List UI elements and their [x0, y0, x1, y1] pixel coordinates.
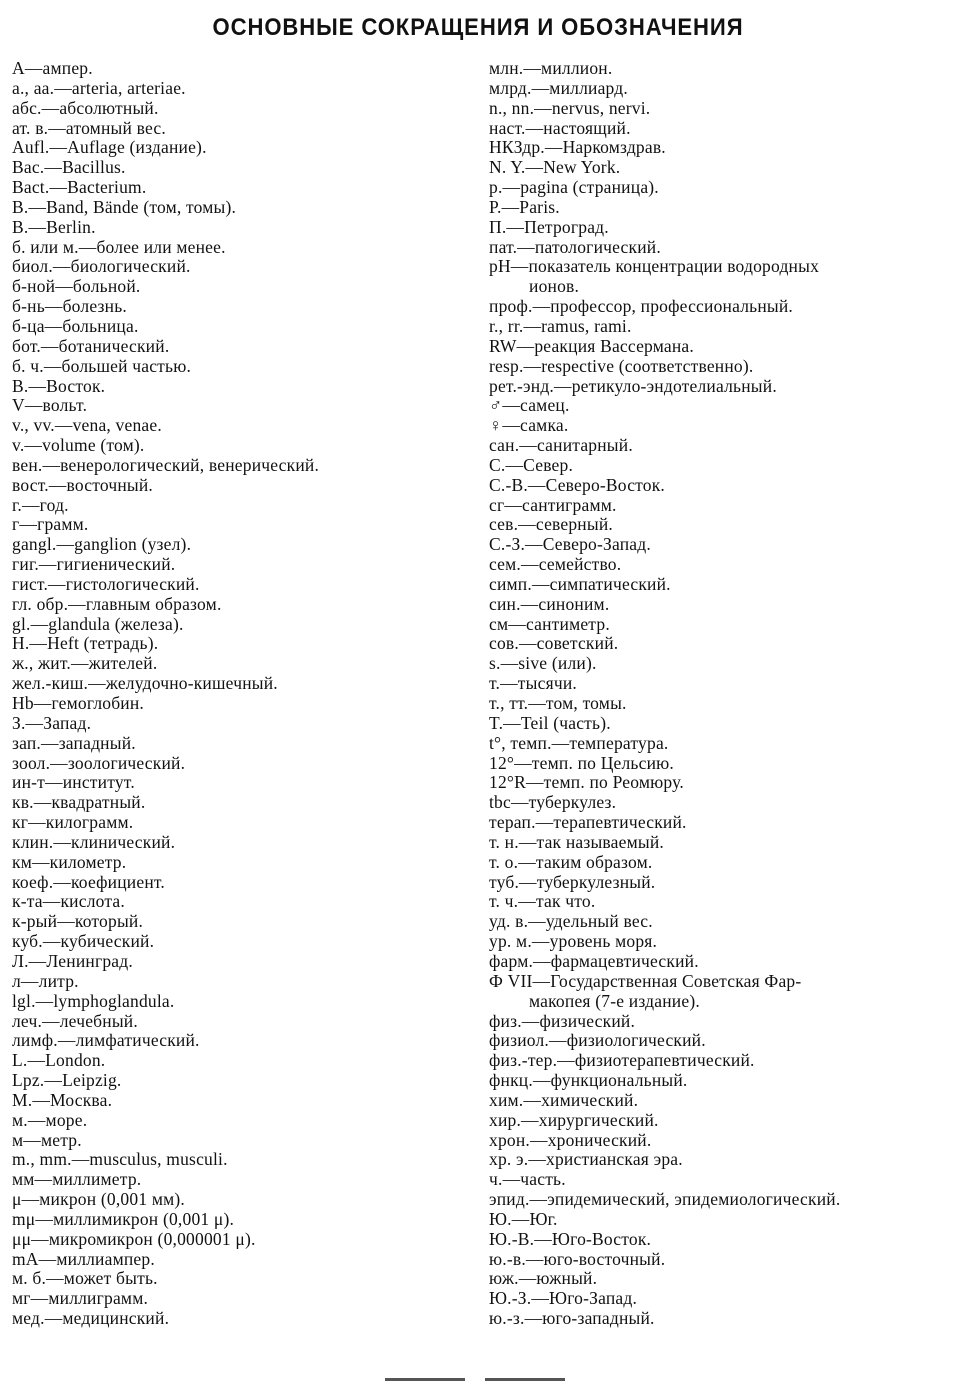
- abbreviation-entry: абс.—абсолютный.: [12, 97, 159, 118]
- abbreviation-entry: М.—Москва.: [12, 1089, 113, 1110]
- abbreviation-entry: ю.-в.—юго-восточный.: [489, 1248, 666, 1269]
- abbreviation-entry: 12°—темп. по Цельсию.: [489, 752, 674, 773]
- abbreviation-entry: сан.—санитарный.: [489, 435, 633, 456]
- abbreviation-entry: С.-В.—Северо-Восток.: [489, 474, 666, 495]
- abbreviation-entry: м.—море.: [12, 1109, 88, 1130]
- abbreviation-entry: lgl.—lymphoglandula.: [12, 990, 175, 1011]
- page-title: ОСНОВНЫЕ СОКРАЩЕНИЯ И ОБОЗНАЧЕНИЯ: [212, 14, 744, 41]
- abbreviation-entry: мед.—медицинский.: [12, 1308, 170, 1329]
- abbreviation-entry: г—грамм.: [12, 514, 89, 535]
- abbreviation-entry: Bact.—Bacterium.: [12, 177, 147, 198]
- abbreviation-entry: З.—Запад.: [12, 712, 92, 733]
- abbreviation-entry: Lpz.—Leipzig.: [12, 1070, 122, 1091]
- abbreviation-entry: к-та—кислота.: [12, 891, 125, 912]
- abbreviation-entry-continuation: макопея (7-е издание).: [529, 990, 700, 1011]
- abbreviation-entry: гл. обр.—главным образом.: [12, 593, 222, 614]
- abbreviation-entry: Ю.—Юг.: [489, 1208, 558, 1229]
- abbreviation-entry: [489, 257, 944, 297]
- abbreviation-entry: юж.—южный.: [489, 1268, 598, 1289]
- abbreviation-entry: A—ампер.: [12, 58, 93, 78]
- abbreviation-entry: Aufl.—Auflage (издание).: [12, 137, 207, 158]
- abbreviation-entry: a., aa.—arteria, arteriae.: [12, 77, 186, 98]
- abbreviation-entry: Ю.-В.—Юго-Восток.: [489, 1228, 652, 1249]
- abbreviation-entry: хир.—хирургический.: [489, 1109, 659, 1130]
- abbreviation-entry: к-рый—который.: [12, 911, 144, 932]
- abbreviation-entry: сов.—советский.: [489, 633, 619, 654]
- abbreviation-entry: П.—Петроград.: [489, 216, 609, 237]
- abbreviation-entry: ю.-з.—юго-западный.: [489, 1308, 655, 1329]
- abbreviation-entry: б. или м.—более или менее.: [12, 236, 226, 257]
- abbreviation-entry: коеф.—коефициент.: [12, 871, 166, 892]
- abbreviation-entry: V—вольт.: [12, 395, 88, 416]
- abbreviation-entry: т. о.—таким образом.: [489, 851, 653, 872]
- abbreviation-entry: пат.—патологический.: [489, 236, 661, 257]
- abbreviation-entry: л—литр.: [12, 970, 79, 991]
- abbreviation-entry: т. н.—так называемый.: [489, 831, 664, 852]
- abbreviation-entry: туб.—туберкулезный.: [489, 871, 656, 892]
- abbreviation-entry: ж., жит.—жителей.: [12, 653, 158, 674]
- abbreviations-right-column: [489, 59, 944, 1329]
- abbreviation-entry: gangl.—ganglion (узел).: [12, 534, 192, 555]
- abbreviation-entry: наст.—настоящий.: [489, 117, 631, 138]
- abbreviation-entry-line: pH—показатель концентрации водородных: [489, 256, 820, 277]
- abbreviation-entry: гиг.—гигиенический.: [12, 554, 176, 575]
- abbreviation-entry: сев.—северный.: [489, 514, 613, 535]
- abbreviation-entry: мг—миллиграмм.: [12, 1288, 149, 1309]
- abbreviation-entry: С.-З.—Северо-Запад.: [489, 534, 651, 555]
- abbreviation-entry: куб.—кубический.: [12, 931, 155, 952]
- abbreviation-entry: N. Y.—New York.: [489, 157, 621, 178]
- abbreviation-entry: сем.—семейство.: [489, 554, 622, 575]
- abbreviation-entry: б-ной—больной.: [12, 276, 141, 297]
- abbreviation-entry: resp.—respective (соответственно).: [489, 355, 754, 376]
- abbreviation-entry: б. ч.—большей частью.: [12, 355, 192, 376]
- abbreviation-entry: ♂—самец.: [489, 395, 570, 416]
- abbreviation-entry: хр. э.—христианская эра.: [489, 1149, 683, 1170]
- abbreviation-entry: t°, темп.—температура.: [489, 732, 669, 753]
- abbreviation-entry: физиол.—физиологический.: [489, 1030, 706, 1051]
- abbreviation-entry: жел.-киш.—желудочно-кишечный.: [12, 673, 278, 694]
- abbreviation-entry: кв.—квадратный.: [12, 792, 146, 813]
- abbreviation-entry: С.—Север.: [489, 454, 574, 475]
- abbreviation-entry: μμ—микромикрон (0,000001 μ).: [12, 1228, 256, 1249]
- abbreviation-entry: n., nn.—nervus, nervi.: [489, 97, 651, 118]
- abbreviation-entry: s.—sive (или).: [489, 653, 597, 674]
- abbreviation-entry: физ.—физический.: [489, 1010, 636, 1031]
- abbreviation-entry: проф.—профессор, профессиональный.: [489, 296, 793, 317]
- abbreviation-entry: v.—volume (том).: [12, 435, 145, 456]
- abbreviation-entry: хим.—химический.: [489, 1089, 639, 1110]
- abbreviation-entry: μ—микрон (0,001 мм).: [12, 1189, 185, 1210]
- abbreviation-entry: ч.—часть.: [489, 1169, 566, 1190]
- abbreviation-entry: 12°R—темп. по Реомюру.: [489, 772, 684, 793]
- abbreviation-entry: Bac.—Bacillus.: [12, 157, 126, 178]
- abbreviation-entry: биол.—биологический.: [12, 256, 191, 277]
- abbreviation-entry-continuation: ионов.: [529, 276, 580, 297]
- abbreviation-entry: зоол.—зоологический.: [12, 752, 186, 773]
- abbreviation-entry: лимф.—лимфатический.: [12, 1030, 200, 1051]
- abbreviation-entry: r., rr.—ramus, rami.: [489, 315, 632, 336]
- abbreviation-entry: B.—Band, Bände (том, томы).: [12, 196, 237, 217]
- abbreviation-entry: т., тт.—том, томы.: [489, 693, 627, 713]
- abbreviation-entry: м—метр.: [12, 1129, 82, 1150]
- abbreviation-entry: НКЗдр.—Наркомздрав.: [489, 137, 666, 158]
- abbreviation-entry: v., vv.—vena, venae.: [12, 415, 162, 436]
- abbreviation-entry: вен.—венерологический, венерический.: [12, 454, 320, 475]
- abbreviation-entry: Hb—гемоглобин.: [12, 693, 145, 713]
- abbreviation-entry: фнкц.—функциональный.: [489, 1070, 688, 1091]
- footer-rule-right: [485, 1378, 565, 1381]
- abbreviation-entry: вост.—восточный.: [12, 474, 153, 495]
- abbreviation-entry: леч.—лечебный.: [12, 1010, 138, 1031]
- abbreviation-entry: г.—год.: [12, 494, 69, 515]
- abbreviation-entry: клин.—клинический.: [12, 831, 176, 852]
- abbreviation-entry: T.—Teil (часть).: [489, 712, 611, 733]
- abbreviation-entry: ин-т—институт.: [12, 772, 135, 793]
- abbreviation-entry: [489, 972, 944, 1012]
- abbreviation-entry: физ.-тер.—физиотерапевтический.: [489, 1050, 755, 1071]
- abbreviation-entry: млрд.—миллиард.: [489, 77, 628, 98]
- abbreviation-entry: H.—Heft (тетрадь).: [12, 633, 159, 654]
- abbreviation-entry: км—километр.: [12, 851, 127, 872]
- abbreviation-entry: мм—миллиметр.: [12, 1169, 142, 1190]
- abbreviation-entry: сг—сантиграмм.: [489, 494, 617, 515]
- abbreviation-entry: ♀—самка.: [489, 415, 569, 436]
- abbreviations-left-column: [12, 59, 472, 1329]
- abbreviation-entry: tbc—туберкулез.: [489, 792, 617, 813]
- abbreviation-entry: син.—синоним.: [489, 593, 610, 614]
- abbreviation-entry: симп.—симпатический.: [489, 573, 671, 594]
- abbreviation-entry: gl.—glandula (железа).: [12, 613, 184, 634]
- abbreviation-entry: mμ—миллимикрон (0,001 μ).: [12, 1208, 235, 1229]
- abbreviation-entry: mA—миллиампер.: [12, 1248, 155, 1269]
- abbreviation-entry: б-ца—больница.: [12, 315, 139, 336]
- abbreviation-entry: ур. м.—уровень моря.: [489, 931, 658, 952]
- abbreviation-entry: бот.—ботанический.: [12, 335, 170, 356]
- footer-rule-left: [385, 1378, 465, 1381]
- abbreviation-entry: гист.—гистологический.: [12, 573, 200, 594]
- abbreviation-entry: зап.—западный.: [12, 732, 136, 753]
- abbreviation-entry: Ю.-З.—Юго-Запад.: [489, 1288, 638, 1309]
- abbreviation-entry: рет.-энд.—ретикуло-эндотелиальный.: [489, 375, 777, 396]
- abbreviation-entry-line: Ф VII—Государственная Советская Фар-: [489, 970, 802, 991]
- abbreviation-entry: кг—килограмм.: [12, 812, 134, 833]
- abbreviation-entry: млн.—миллион.: [489, 58, 613, 78]
- abbreviation-entry: т. ч.—так что.: [489, 891, 596, 912]
- abbreviation-entry: m., mm.—musculus, musculi.: [12, 1149, 228, 1170]
- abbreviation-entry: эпид.—эпидемический, эпидемиологический.: [489, 1189, 841, 1210]
- abbreviation-entry: см—сантиметр.: [489, 613, 610, 634]
- abbreviation-entry: RW—реакция Вассермана.: [489, 335, 694, 356]
- abbreviation-entry: м. б.—может быть.: [12, 1268, 158, 1289]
- abbreviation-entry: терап.—терапевтический.: [489, 812, 687, 833]
- abbreviation-entry: хрон.—хронический.: [489, 1129, 652, 1150]
- abbreviation-entry: ат. в.—атомный вес.: [12, 117, 166, 138]
- abbreviation-entry: B.—Berlin.: [12, 216, 96, 237]
- abbreviation-entry: б-нь—болезнь.: [12, 296, 127, 317]
- abbreviation-entry: фарм.—фармацевтический.: [489, 950, 699, 971]
- abbreviation-entry: p.—pagina (страница).: [489, 177, 659, 198]
- abbreviation-entry: L.—London.: [12, 1050, 106, 1071]
- abbreviation-entry: т.—тысячи.: [489, 673, 577, 694]
- abbreviation-entry: В.—Восток.: [12, 375, 106, 396]
- abbreviation-entry: Л.—Ленинград.: [12, 950, 133, 971]
- abbreviation-entry: уд. в.—удельный вес.: [489, 911, 653, 932]
- abbreviation-entry: P.—Paris.: [489, 196, 560, 217]
